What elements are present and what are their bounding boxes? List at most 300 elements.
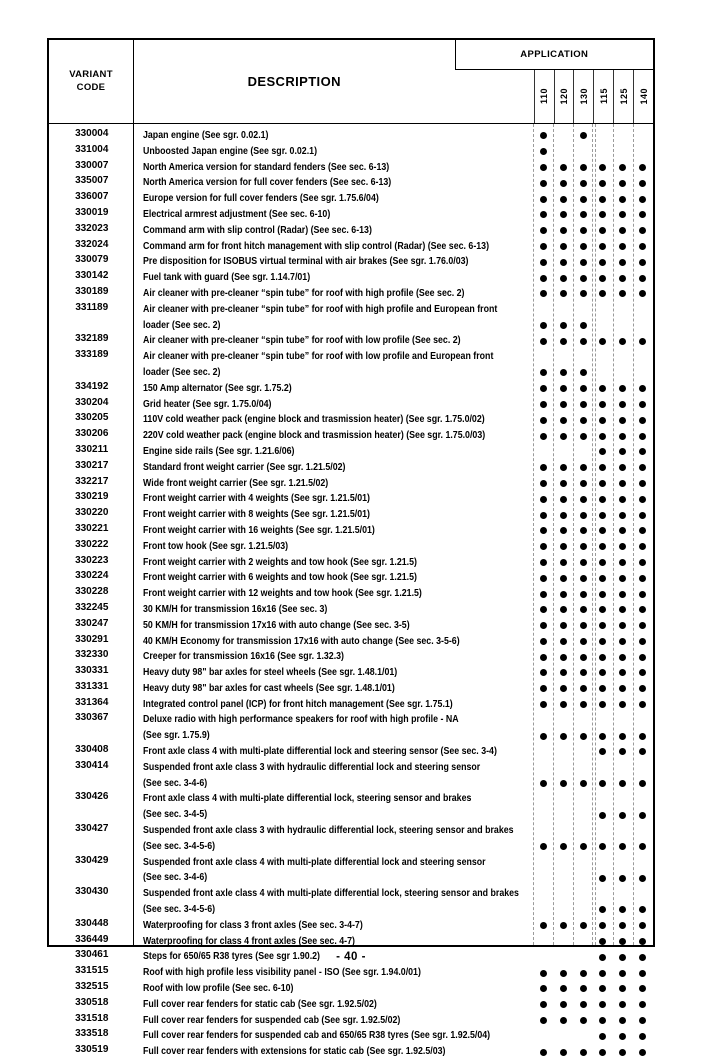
variant-code-cell: 335007 xyxy=(75,175,109,187)
application-dot xyxy=(639,922,646,929)
application-dot xyxy=(599,591,606,598)
variant-code-cell: 330220 xyxy=(75,507,109,519)
application-dot-cell xyxy=(534,666,554,680)
application-dot-cell xyxy=(633,382,653,396)
variant-code-cell: 330205 xyxy=(75,412,109,424)
table-row xyxy=(49,964,653,980)
table-row xyxy=(49,569,653,585)
application-dot-cell xyxy=(534,635,554,649)
application-dots xyxy=(534,240,653,254)
application-dot-cell xyxy=(633,540,653,554)
application-dot-cell xyxy=(633,982,653,996)
application-dot-cell xyxy=(613,729,633,743)
description-line xyxy=(143,743,534,759)
application-dot-cell xyxy=(613,745,633,759)
variant-code-cell: 330367 xyxy=(75,712,109,724)
table-row xyxy=(49,285,653,301)
application-dot xyxy=(619,733,626,740)
description-line xyxy=(143,775,534,791)
description-cell xyxy=(135,711,534,743)
description-line xyxy=(143,285,534,301)
description-line xyxy=(143,759,534,775)
application-dot xyxy=(619,780,626,787)
application-dot-cell xyxy=(534,240,554,254)
application-dot-cell xyxy=(613,445,633,459)
description-cell xyxy=(135,822,534,854)
application-dot-cell xyxy=(553,208,573,222)
application-dot xyxy=(580,464,587,471)
description-cell xyxy=(135,222,534,238)
description-text: (See sec. 3-4-6) xyxy=(142,871,207,884)
application-dot xyxy=(560,322,567,329)
application-dot-cell xyxy=(534,603,554,617)
application-dot-cell xyxy=(553,619,573,633)
description-text: North America version for full cover fenders (See sec. 6-13) xyxy=(142,176,391,189)
application-dot-cell xyxy=(613,240,633,254)
description-line xyxy=(143,238,534,254)
application-dot-cell xyxy=(573,461,593,475)
description-line xyxy=(143,711,534,727)
table-row xyxy=(49,190,653,206)
application-dot xyxy=(619,401,626,408)
application-dot-cell xyxy=(593,492,613,506)
application-dot-cell xyxy=(573,540,593,554)
table-row xyxy=(49,854,653,886)
application-dot xyxy=(599,780,606,787)
description-cell xyxy=(135,601,534,617)
application-dot-cell xyxy=(593,808,613,822)
application-dot xyxy=(639,417,646,424)
application-dot-cell xyxy=(593,571,613,585)
description-line xyxy=(143,253,534,269)
application-dot-cell xyxy=(593,556,613,570)
application-dot-cell xyxy=(573,524,593,538)
application-dot-cell xyxy=(593,524,613,538)
application-dot-cell xyxy=(593,540,613,554)
application-dot-cell xyxy=(553,808,573,822)
description-line xyxy=(143,332,534,348)
description-cell xyxy=(135,459,534,475)
table-row xyxy=(49,380,653,396)
application-dot-cell xyxy=(553,492,573,506)
description-line xyxy=(143,585,534,601)
variant-code-cell: 331364 xyxy=(75,696,109,708)
description-cell xyxy=(135,174,534,190)
variant-code-cell: 330079 xyxy=(75,254,109,266)
application-dot xyxy=(619,464,626,471)
description-text: 110V cold weather pack (engine block and trasmission heater) (See sgr. 1.75.0/02) xyxy=(142,413,485,426)
description-text: loader (See sec. 2) xyxy=(142,365,220,378)
application-dot-cell xyxy=(593,1045,613,1059)
table-row xyxy=(49,238,653,254)
variant-code-cell: 330247 xyxy=(75,617,109,629)
description-cell xyxy=(135,475,534,491)
application-dot-cell xyxy=(573,492,593,506)
application-dot-cell xyxy=(534,508,554,522)
description-cell xyxy=(135,443,534,459)
description-cell xyxy=(135,301,534,333)
application-dot-cell xyxy=(633,161,653,175)
application-dot xyxy=(580,512,587,519)
description-text: Integrated control panel (ICP) for front hitch management (See sgr. 1.75.1) xyxy=(142,697,453,710)
application-dots xyxy=(534,461,653,475)
table-row xyxy=(49,680,653,696)
description-line xyxy=(143,538,534,554)
application-dot-cell xyxy=(573,508,593,522)
application-dot-cell xyxy=(633,666,653,680)
application-dot-cell xyxy=(593,287,613,301)
application-dot-cell xyxy=(553,255,573,269)
application-dot xyxy=(619,180,626,187)
application-dot xyxy=(619,954,626,961)
application-dot-cell xyxy=(573,982,593,996)
variant-code-cell: 330189 xyxy=(75,285,109,297)
application-dot xyxy=(560,606,567,613)
application-dot-cell xyxy=(613,587,633,601)
application-dot-cell xyxy=(633,271,653,285)
application-dot xyxy=(560,180,567,187)
application-dot xyxy=(580,654,587,661)
application-dot-cell xyxy=(593,398,613,412)
variant-code-cell: 330448 xyxy=(75,917,109,929)
application-dot xyxy=(580,243,587,250)
description-cell xyxy=(135,759,534,791)
application-dot xyxy=(619,1017,626,1024)
application-dot-cell xyxy=(593,145,613,159)
application-dot-cell xyxy=(553,271,573,285)
application-dot-cell xyxy=(633,682,653,696)
variant-code-cell: 330414 xyxy=(75,759,109,771)
application-dot-cell xyxy=(534,524,554,538)
application-dot-cell xyxy=(593,935,613,949)
application-dot-cell xyxy=(553,777,573,791)
application-dots xyxy=(534,287,653,301)
variant-code-cell: 330222 xyxy=(75,538,109,550)
application-dot-cell xyxy=(613,619,633,633)
application-dot xyxy=(599,922,606,929)
application-dots xyxy=(534,650,653,664)
application-dot-cell xyxy=(613,319,633,333)
variant-code-cell: 330007 xyxy=(75,159,109,171)
application-dot xyxy=(540,148,547,155)
table-row xyxy=(49,601,653,617)
table-row xyxy=(49,159,653,175)
application-dot-cell xyxy=(573,1045,593,1059)
application-dot-cell xyxy=(593,366,613,380)
application-dot xyxy=(580,591,587,598)
application-dot-cell xyxy=(593,129,613,143)
description-text: Air cleaner with pre-cleaner “spin tube” for roof with low profile and European front xyxy=(142,350,493,363)
description-line xyxy=(143,443,534,459)
application-dot-cell xyxy=(593,950,613,964)
variant-code-cell: 330426 xyxy=(75,791,109,803)
application-dot xyxy=(599,496,606,503)
application-dot xyxy=(560,480,567,487)
application-dot xyxy=(639,196,646,203)
application-dot xyxy=(639,401,646,408)
application-dot xyxy=(599,906,606,913)
application-dot-cell xyxy=(613,840,633,854)
variant-code-cell: 330219 xyxy=(75,491,109,503)
application-dot-cell xyxy=(553,950,573,964)
application-dot xyxy=(580,543,587,550)
variant-code-cell: 330224 xyxy=(75,570,109,582)
application-dot xyxy=(540,638,547,645)
description-cell xyxy=(135,996,534,1012)
description-cell xyxy=(135,980,534,996)
application-dot-cell xyxy=(633,808,653,822)
description-cell xyxy=(135,617,534,633)
description-cell xyxy=(135,1043,534,1059)
description-text: Front weight carrier with 16 weights (See sgr. 1.21.5/01) xyxy=(142,523,375,536)
description-line xyxy=(143,269,534,285)
application-dot xyxy=(560,464,567,471)
application-dot-cell xyxy=(553,745,573,759)
description-cell xyxy=(135,648,534,664)
application-dot xyxy=(639,812,646,819)
description-text: 30 KM/H for transmission 16x16 (See sec. 3) xyxy=(142,602,327,615)
application-dot xyxy=(580,338,587,345)
application-dot-cell xyxy=(593,208,613,222)
application-dot-cell xyxy=(613,492,633,506)
description-cell xyxy=(135,854,534,886)
description-cell xyxy=(135,1012,534,1028)
application-dot-cell xyxy=(553,919,573,933)
variant-code-cell: 330331 xyxy=(75,665,109,677)
application-dot-cell xyxy=(573,334,593,348)
application-dot-cell xyxy=(573,145,593,159)
description-text: Front weight carrier with 6 weights and tow hook (See sgr. 1.21.5) xyxy=(142,571,417,584)
description-text: Engine side rails (See sgr. 1.21.6/06) xyxy=(142,444,294,457)
application-dot xyxy=(540,385,547,392)
application-dot-cell xyxy=(633,871,653,885)
table-row xyxy=(49,348,653,380)
application-dot xyxy=(599,622,606,629)
application-dots xyxy=(534,1029,653,1043)
application-dot xyxy=(560,290,567,297)
description-text: Full cover rear fenders for suspended cab (See sgr. 1.92.5/02) xyxy=(142,1013,400,1026)
table-row xyxy=(49,253,653,269)
application-dot-cell xyxy=(613,903,633,917)
application-dot-cell xyxy=(573,382,593,396)
description-text: (See sec. 3-4-5-6) xyxy=(142,839,215,852)
application-dots xyxy=(534,413,653,427)
application-dot xyxy=(580,480,587,487)
application-dot xyxy=(560,211,567,218)
application-dot-cell xyxy=(633,208,653,222)
application-dot xyxy=(540,669,547,676)
application-dot xyxy=(619,685,626,692)
variant-code-header-line1: VARIANT xyxy=(69,68,113,80)
application-dot xyxy=(580,369,587,376)
application-dot-cell xyxy=(633,745,653,759)
application-dot xyxy=(560,164,567,171)
description-cell xyxy=(135,1027,534,1043)
description-text: Creeper for transmission 16x16 (See sgr. 1.32.3) xyxy=(142,650,344,663)
application-dot-cell xyxy=(593,508,613,522)
description-header xyxy=(134,40,455,123)
application-dot xyxy=(639,464,646,471)
description-text: 40 KM/H Economy for transmission 17x16 with auto change (See sec. 3-5-6) xyxy=(142,634,460,647)
description-line xyxy=(143,680,534,696)
application-dot xyxy=(619,875,626,882)
description-cell xyxy=(135,332,534,348)
application-dot xyxy=(619,812,626,819)
description-line xyxy=(143,159,534,175)
application-dot xyxy=(599,464,606,471)
application-dot-cell xyxy=(633,966,653,980)
application-dot xyxy=(599,733,606,740)
application-dots xyxy=(534,777,653,791)
variant-code-cell: 334192 xyxy=(75,380,109,392)
application-dot-cell xyxy=(633,919,653,933)
description-line xyxy=(143,396,534,412)
application-dots xyxy=(534,603,653,617)
application-dot-cell xyxy=(534,919,554,933)
application-dot xyxy=(619,622,626,629)
description-cell xyxy=(135,522,534,538)
application-dot xyxy=(540,527,547,534)
description-line xyxy=(143,885,534,901)
description-line xyxy=(143,506,534,522)
application-dot-cell xyxy=(553,682,573,696)
application-dots xyxy=(534,445,653,459)
description-line xyxy=(143,301,534,317)
application-dot xyxy=(540,290,547,297)
table-row xyxy=(49,948,653,964)
application-dot-cell xyxy=(613,224,633,238)
table-row xyxy=(49,633,653,649)
application-dot xyxy=(639,512,646,519)
application-dot-cell xyxy=(593,840,613,854)
application-dot-cell xyxy=(633,413,653,427)
description-cell xyxy=(135,238,534,254)
application-dot xyxy=(599,527,606,534)
application-dot-cell xyxy=(593,1014,613,1028)
description-text: 50 KM/H for transmission 17x16 with auto change (See sec. 3-5) xyxy=(142,618,410,631)
application-dot xyxy=(540,575,547,582)
description-line xyxy=(143,190,534,206)
application-dot xyxy=(619,417,626,424)
application-dot-cell xyxy=(593,319,613,333)
table-header xyxy=(49,40,653,124)
application-dot-cell xyxy=(613,398,633,412)
application-dot-cell xyxy=(593,413,613,427)
description-cell xyxy=(135,159,534,175)
application-dot-cell xyxy=(633,287,653,301)
description-text: 220V cold weather pack (engine block and trasmission heater) (See sgr. 1.75.0/03) xyxy=(142,429,485,442)
application-column-label xyxy=(593,70,613,123)
application-dots xyxy=(534,871,653,885)
application-dot-cell xyxy=(633,176,653,190)
application-dots xyxy=(534,382,653,396)
application-dot xyxy=(580,259,587,266)
table-row xyxy=(49,411,653,427)
application-dot xyxy=(540,211,547,218)
application-dot xyxy=(580,164,587,171)
application-dot-cell xyxy=(613,1029,633,1043)
application-dot-cell xyxy=(534,540,554,554)
application-dot-cell xyxy=(553,666,573,680)
variant-code-cell: 332023 xyxy=(75,222,109,234)
application-dot xyxy=(580,733,587,740)
application-dot xyxy=(599,275,606,282)
application-dot xyxy=(639,243,646,250)
application-dot-cell xyxy=(593,382,613,396)
application-dot xyxy=(580,211,587,218)
application-dot-cell xyxy=(573,477,593,491)
application-dot-cell xyxy=(613,524,633,538)
variant-code-cell: 330430 xyxy=(75,886,109,898)
application-dot xyxy=(639,433,646,440)
application-dot-cell xyxy=(613,461,633,475)
application-dot xyxy=(619,591,626,598)
description-text: Heavy duty 98" bar axles for steel wheels (See sgr. 1.48.1/01) xyxy=(142,666,397,679)
table-row xyxy=(49,127,653,143)
application-dot-cell xyxy=(553,240,573,254)
variant-code-cell: 330408 xyxy=(75,744,109,756)
application-dot xyxy=(540,543,547,550)
application-dot-cell xyxy=(534,935,554,949)
application-dots xyxy=(534,745,653,759)
description-text: North America version for standard fenders (See sec. 6-13) xyxy=(142,160,389,173)
application-dot xyxy=(639,480,646,487)
application-dot xyxy=(540,180,547,187)
variant-code-cell: 331331 xyxy=(75,680,109,692)
application-dot-cell xyxy=(613,950,633,964)
application-dot-cell xyxy=(553,524,573,538)
application-dot xyxy=(540,970,547,977)
description-line xyxy=(143,648,534,664)
application-dot xyxy=(580,227,587,234)
description-cell xyxy=(135,490,534,506)
application-dot xyxy=(599,417,606,424)
application-dot-cell xyxy=(534,382,554,396)
application-dot xyxy=(580,275,587,282)
application-dot-cell xyxy=(573,161,593,175)
application-dots xyxy=(534,1045,653,1059)
application-dot xyxy=(639,733,646,740)
application-dot xyxy=(560,196,567,203)
description-line xyxy=(143,411,534,427)
application-dot-cell xyxy=(633,1029,653,1043)
application-dot xyxy=(540,243,547,250)
application-dot-cell xyxy=(633,777,653,791)
application-dots xyxy=(534,492,653,506)
description-text: Heavy duty 98" bar axles for cast wheels (See sgr. 1.48.1/01) xyxy=(142,681,395,694)
application-dot xyxy=(580,290,587,297)
application-dot-cell xyxy=(553,998,573,1012)
application-dot-cell xyxy=(553,382,573,396)
application-dot-cell xyxy=(633,950,653,964)
application-dot-cell xyxy=(573,840,593,854)
description-cell xyxy=(135,253,534,269)
application-dot-cell xyxy=(593,255,613,269)
application-dot-cell xyxy=(633,240,653,254)
description-cell xyxy=(135,538,534,554)
description-line xyxy=(143,475,534,491)
application-dots xyxy=(534,334,653,348)
application-dot xyxy=(540,1017,547,1024)
table-row xyxy=(49,648,653,664)
application-dot xyxy=(540,164,547,171)
application-dot xyxy=(639,1049,646,1056)
application-dot-cell xyxy=(573,224,593,238)
variant-code-header-line2: CODE xyxy=(76,81,106,93)
application-dot xyxy=(599,385,606,392)
application-dot-cell xyxy=(573,240,593,254)
variant-code-cell: 330142 xyxy=(75,270,109,282)
